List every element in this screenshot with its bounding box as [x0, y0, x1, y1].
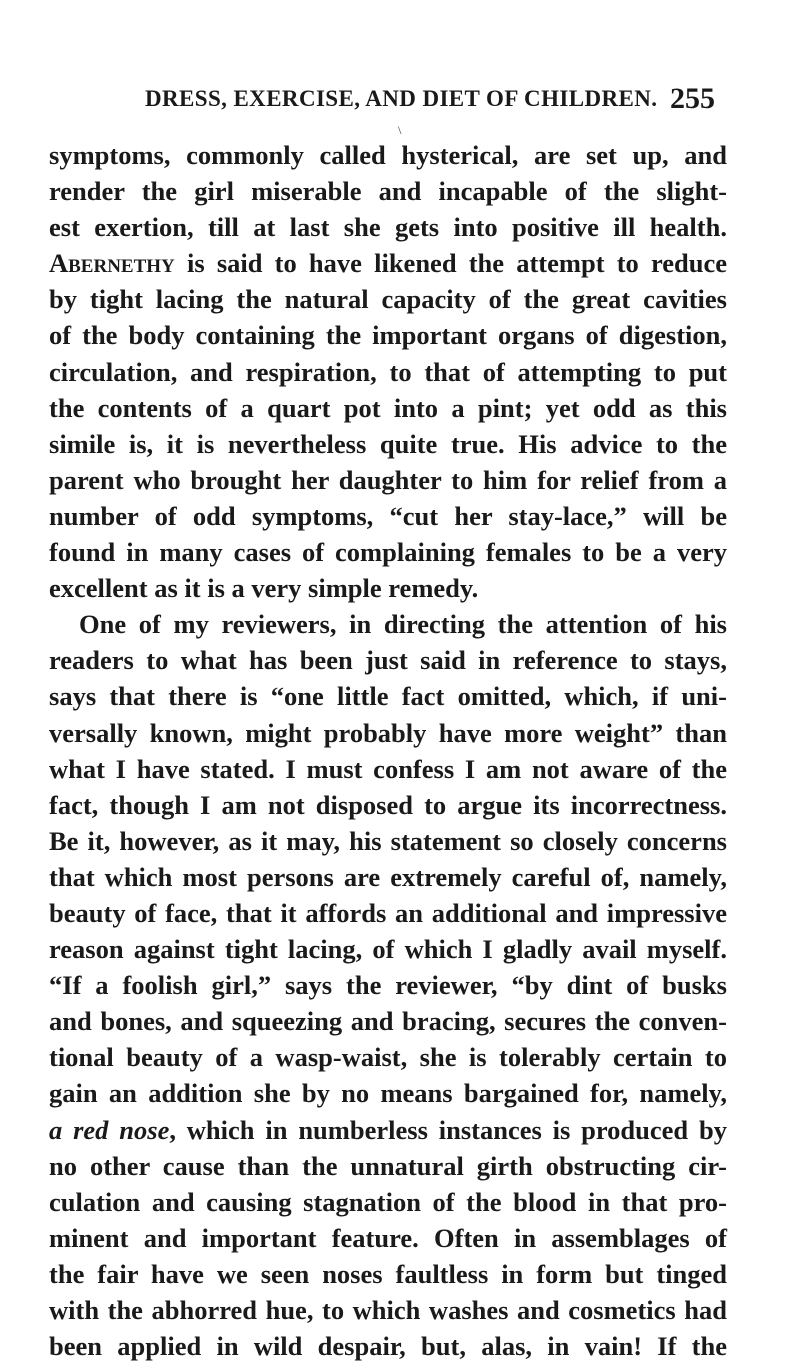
text-line-27: gain an addition she by no means bargained for, namely,: [49, 1078, 727, 1109]
text-line-28: [49, 1112, 727, 1148]
text-line-4-rest: is said to have likened the attempt to reduce: [186, 248, 728, 279]
text-line-6: of the body containing the important organs of digestion,: [49, 320, 727, 351]
text-line-33: with the abhorred hue, to which washes and cosmetics had: [49, 1295, 727, 1325]
text-line-5: by tight lacing the natural capacity of the great cavities: [49, 284, 727, 315]
text-line-10: parent who brought her daughter to him for relief from a: [49, 464, 727, 495]
running-title: DRESS, EXERCISE, AND DIET OF CHILDREN.: [145, 86, 658, 111]
text-line-16: says that there is “one little fact omitted, which, if uni-: [49, 681, 727, 712]
text-line-21: that which most persons are extremely careful of, namely,: [49, 861, 727, 892]
text-line-23: reason against tight lacing, of which I gladly avail myself.: [49, 934, 727, 965]
text-line-13: excellent as it is a very simple remedy.: [49, 573, 479, 604]
text-line-11: number of odd symptoms, “cut her stay-lace,” will be: [49, 500, 727, 531]
text-line-24: “If a foolish girl,” says the reviewer, “by dint of busks: [49, 970, 727, 1001]
text-line-15: readers to what has been just said in reference to stays,: [49, 645, 727, 676]
text-line-18: what I have stated. I must confess I am not aware of the: [49, 753, 727, 784]
italic-red-nose: a red nose: [49, 1114, 170, 1145]
page-number: 255: [670, 82, 715, 115]
text-line-30: culation and causing stagnation of the blood in that pro-: [49, 1186, 727, 1217]
text-line-2: render the girl miserable and incapable of the slight-: [49, 176, 727, 207]
text-line-28-rest: , which in numberless instances is produced by: [169, 1114, 727, 1145]
text-line-19: fact, though I am not disposed to argue its incorrectness.: [49, 789, 727, 820]
text-line-17: versally known, might probably have more weight” than: [49, 717, 727, 748]
text-line-31: minent and important feature. Often in assemblages of: [49, 1222, 727, 1253]
text-line-4: [49, 245, 727, 281]
text-line-7: circulation, and respiration, to that of attempting to put: [49, 356, 727, 387]
text-line-26: tional beauty of a wasp-waist, she is tolerably certain to: [49, 1042, 727, 1073]
name-abernethy: Abernethy: [49, 248, 175, 279]
body-text: [49, 137, 727, 1364]
text-line-32: the fair have we seen noses faultless in form but tinged: [49, 1258, 727, 1289]
text-line-20: Be it, however, as it may, his statement so closely concerns: [49, 825, 727, 856]
printer-mark: \: [398, 123, 402, 137]
text-line-9: simile is, it is nevertheless quite true. His advice to the: [49, 428, 727, 459]
text-line-8: the contents of a quart pot into a pint; yet odd as this: [49, 392, 727, 423]
text-line-29: no other cause than the unnatural girth obstructing cir-: [49, 1150, 727, 1181]
text-line-12: found in many cases of complaining females to be a very: [49, 537, 727, 568]
text-line-3: est exertion, till at last she gets into positive ill health.: [49, 212, 727, 243]
text-line-34: been applied in wild despair, but, alas, in vain! If the: [49, 1331, 727, 1362]
text-line-25: and bones, and squeezing and bracing, secures the conven-: [49, 1006, 727, 1037]
text-line-14: One of my reviewers, in directing the attention of his: [79, 609, 727, 640]
text-line-22: beauty of face, that it affords an additional and impressive: [49, 897, 727, 928]
text-line-1: symptoms, commonly called hysterical, are set up, and: [49, 140, 727, 170]
running-head: [145, 82, 715, 120]
